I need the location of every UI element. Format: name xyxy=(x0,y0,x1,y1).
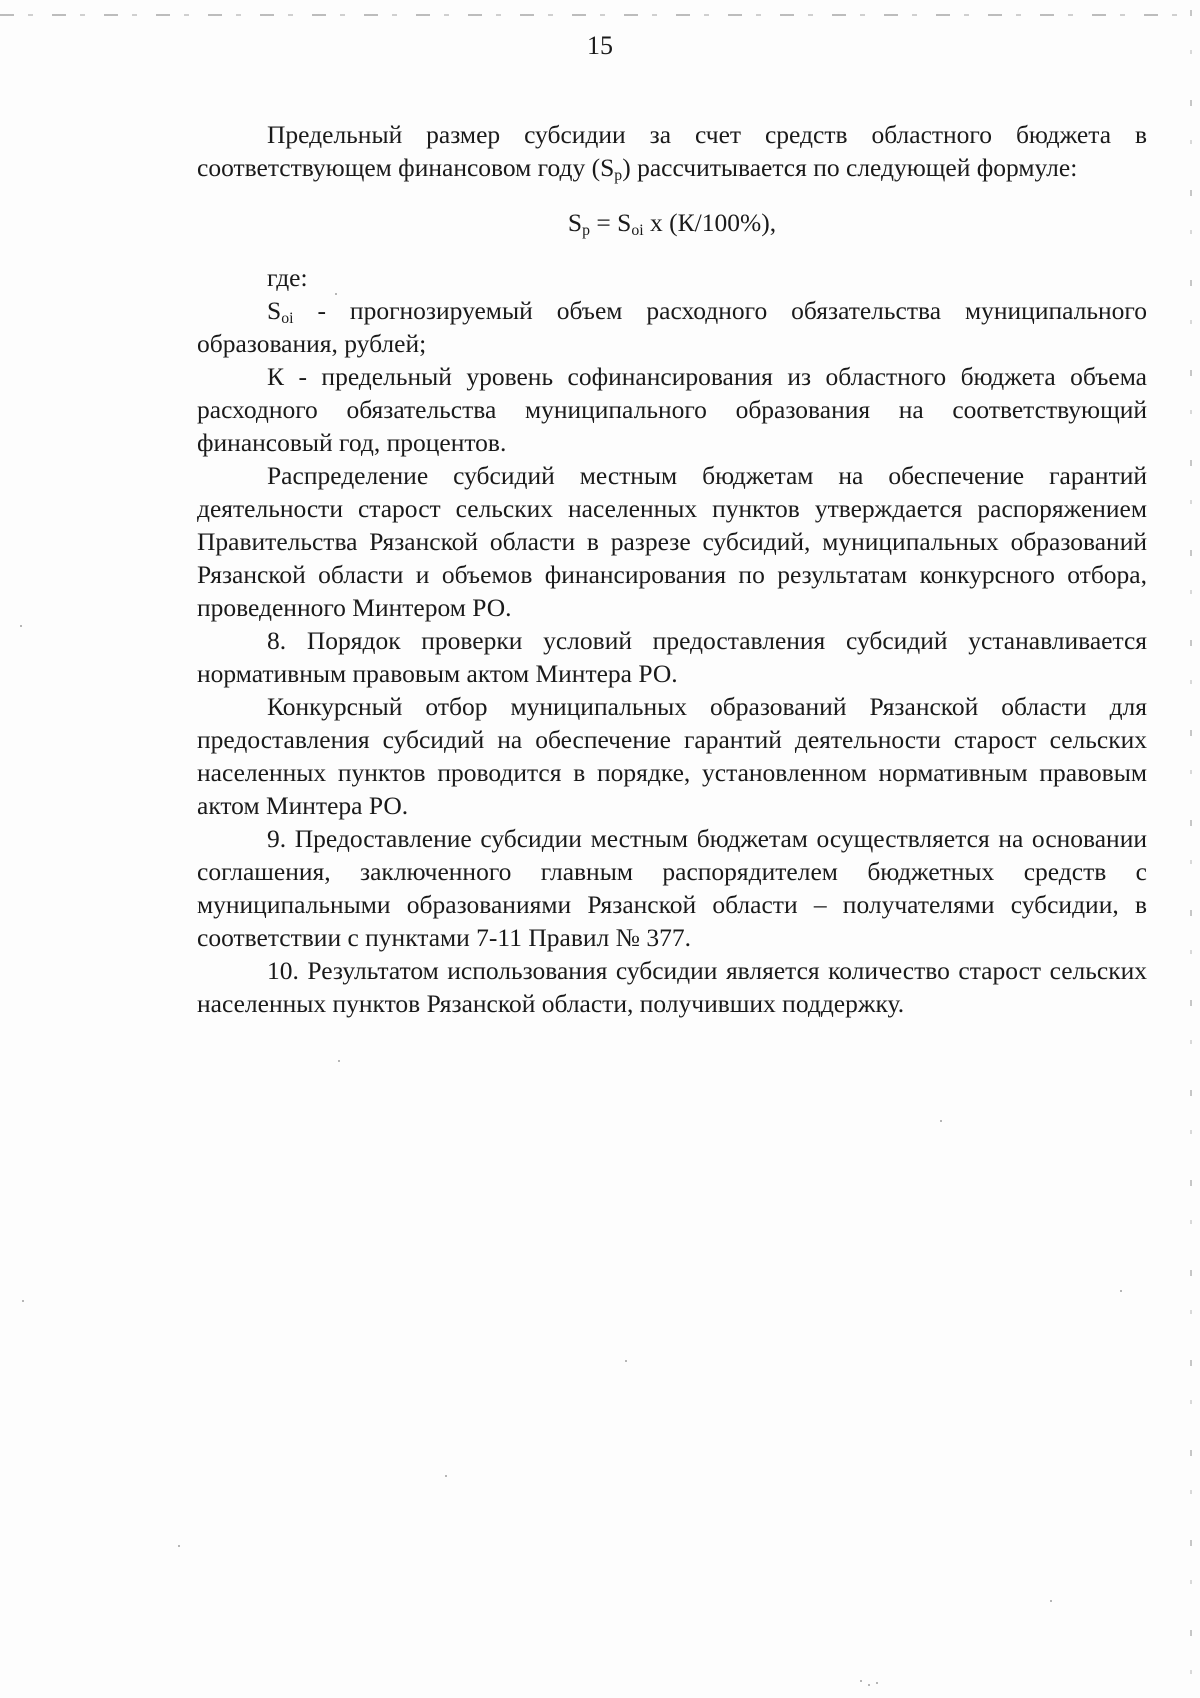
subscript-p: р xyxy=(614,166,623,184)
soi-definition-text: - прогнозируемый объем расходного обязательства муниципального образования, рублей; xyxy=(197,296,1147,358)
scan-speck xyxy=(1050,1600,1052,1602)
scan-speck xyxy=(860,1680,862,1682)
formula-sp-subscript: р xyxy=(582,221,590,239)
scan-speck xyxy=(338,1060,340,1062)
paragraph-subsidy-limit xyxy=(197,118,1147,184)
paragraph-competition: Конкурсный отбор муниципальных образований Рязанской области для предоставления субсидий на обеспечение гарантий деятельности старост сельских населенных пунктов проводится в порядке, установленном нормативным правовым актом Минтера РО. xyxy=(197,692,1147,820)
paragraph-subsidy-limit-text: Предельный размер субсидии за счет средств областного бюджета в соответствующем финансовом году (S xyxy=(197,120,1147,182)
paragraph-item-10: 10. Результатом использования субсидии является количество старост сельских населенных пунктов Рязанской области, получивших поддержку. xyxy=(197,956,1147,1018)
scan-speck xyxy=(445,1475,447,1477)
paragraph-distribution: Распределение субсидий местным бюджетам на обеспечение гарантий деятельности старост сельских населенных пунктов утверждается распоряжением Правительства Рязанской области в разрезе субсидий, муниципальных образований Рязанской области и объемов финансирования по результатам конкурсного отбора, проведенного Минтером РО. xyxy=(197,461,1147,622)
paragraph-subsidy-limit-end: ) рассчитывается по следующей формуле: xyxy=(622,153,1078,182)
soi-subscript: oi xyxy=(281,309,294,327)
paragraph-item-9: 9. Предоставление субсидии местным бюджетам осуществляется на основании соглашения, заключенного главным распорядителем бюджетных средств с муниципальными образованиями Рязанской области – получателями субсидии, в соответствии с пунктами 7-11 Правил № 377. xyxy=(197,824,1147,952)
formula-equals: = S xyxy=(590,208,632,237)
scan-speck xyxy=(20,625,22,627)
scan-edge-top xyxy=(0,14,1190,16)
document-body xyxy=(197,118,1147,1020)
paragraph-soi-definition xyxy=(197,294,1147,360)
scan-speck xyxy=(868,1684,870,1686)
paragraph-item-8: 8. Порядок проверки условий предоставления субсидий устанавливается нормативным правовым актом Минтера РО. xyxy=(197,626,1147,688)
scan-edge-right xyxy=(1190,10,1192,1680)
formula-rest: х (К/100%), xyxy=(643,208,777,237)
scan-speck xyxy=(22,1300,24,1302)
formula-sp-symbol: S xyxy=(567,208,583,237)
page-number: 15 xyxy=(587,31,613,60)
paragraph-k-definition: К - предельный уровень софинансирования из областного бюджета объема расходного обязательства муниципального образования на соответствующий финансовый год, процентов. xyxy=(197,362,1147,457)
scan-speck xyxy=(625,1360,627,1362)
scan-speck xyxy=(335,293,337,295)
formula xyxy=(197,206,1147,239)
scan-speck xyxy=(178,1545,180,1547)
scan-speck xyxy=(876,1682,878,1684)
paragraph-where: где: xyxy=(267,263,308,292)
formula-soi-subscript: oi xyxy=(631,221,644,239)
scan-speck xyxy=(940,1120,942,1122)
soi-symbol: S xyxy=(267,296,282,325)
scan-speck xyxy=(1120,1290,1122,1292)
